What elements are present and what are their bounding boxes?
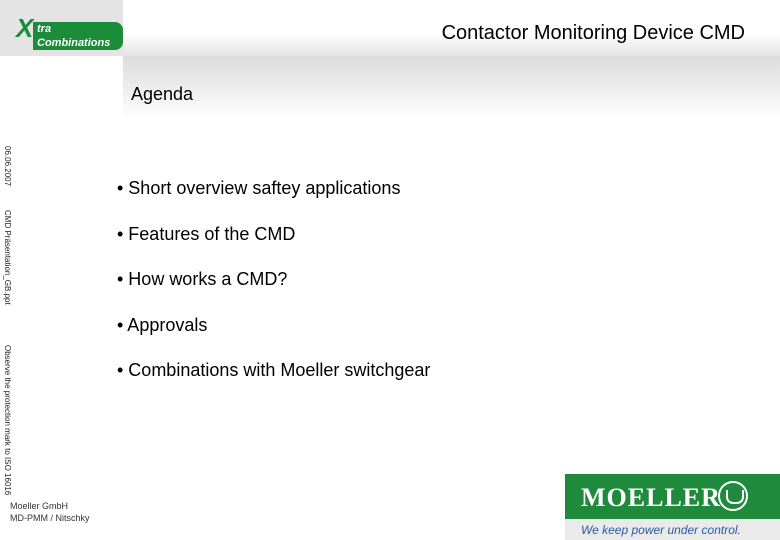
moeller-tagline-bar	[565, 519, 780, 540]
date-label: 06.06.2007	[3, 146, 12, 187]
moeller-tagline: We keep power under control.	[581, 523, 741, 537]
agenda-item: • Combinations with Moeller switchgear	[117, 360, 431, 380]
moeller-emblem-icon	[718, 481, 748, 511]
agenda-item: • Short overview saftey applications	[117, 178, 401, 198]
moeller-wordmark: MOELLER	[581, 483, 721, 512]
file-name-label: CMD Präsentation_GB.ppt	[3, 210, 12, 305]
agenda-list	[117, 176, 430, 404]
department-name: MD-PMM / Nitschky	[10, 513, 90, 523]
moeller-logo-banner	[565, 474, 780, 519]
section-band	[123, 56, 780, 118]
agenda-item: • Features of the CMD	[117, 223, 296, 244]
header-band	[123, 0, 780, 56]
agenda-item: • Approvals	[117, 314, 208, 335]
xtra-combinations-logo	[0, 0, 123, 56]
section-title: Agenda	[131, 84, 194, 104]
moeller-logo	[565, 474, 780, 540]
protection-note: Observe the protection mark to ISO 16016	[3, 345, 12, 496]
footer-author	[10, 500, 90, 524]
slide-title: Contactor Monitoring Device CMD	[441, 22, 745, 44]
agenda-item: • How works a CMD?	[117, 269, 288, 289]
company-name: Moeller GmbH	[10, 501, 69, 511]
logo-mark: X	[16, 13, 34, 43]
logo-text: tra Combinations	[33, 22, 123, 50]
